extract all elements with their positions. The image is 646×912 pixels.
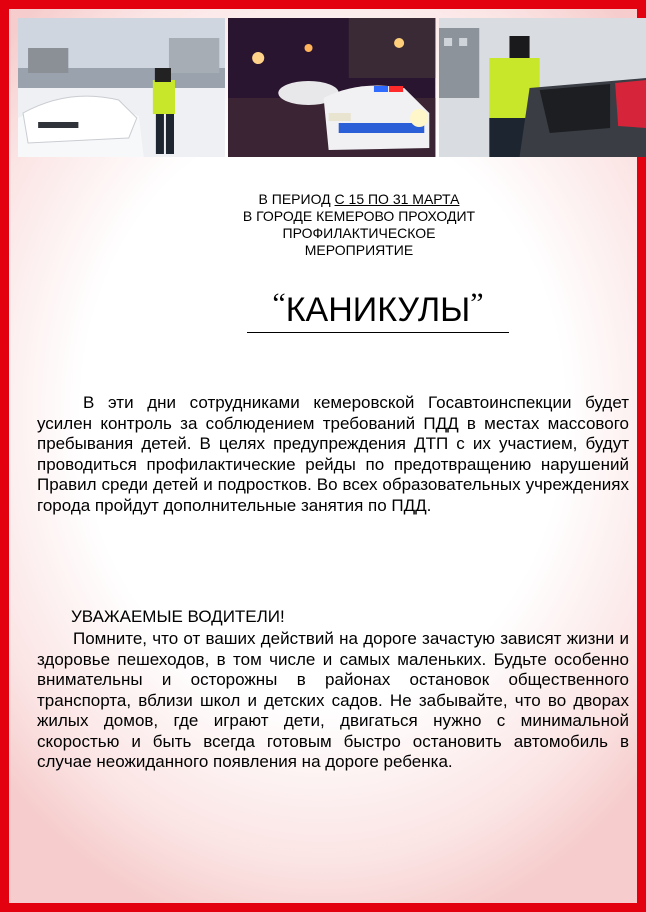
appeal-paragraph [37, 629, 629, 773]
photo-inspector-driver [439, 18, 646, 157]
info-paragraph-text: В эти дни сотрудниками кемеровской Госавтоинспекции будет усилен контроль за соблюдением требований ПДД в местах массового пребывания детей. В целях предупреждения ДТП с их участием, будут проводиться профилактические рейды по предотвращению нарушений Правил среди детей и подростков. Во всех образовательных учреждениях города пройдут дополнительные занятия по ПДД. [37, 393, 629, 515]
title-close-quote: ” [470, 287, 484, 320]
drivers-heading: УВАЖАЕМЫЕ ВОДИТЕЛИ! [71, 607, 285, 626]
period-dates: С 15 ПО 31 МАРТА [334, 191, 460, 207]
photo-inspector-snow [18, 18, 225, 157]
photo-police-car-night [228, 18, 435, 157]
info-paragraph [37, 393, 629, 516]
title-open-quote: “ [272, 287, 286, 320]
period-prefix: В ПЕРИОД [258, 191, 335, 207]
appeal-paragraph-text: Помните, что от ваших действий на дороге зачастую зависят жизни и здоровье пешеходов, в том числе и самых маленьких. Будьте особенно внимательны и осторожны в районах остановок общественного транспорта, вблизи школ и детских садов. Не забывайте, что во дворах жилых домов, где играют дети, двигаться нужно с минимальной скоростью и быть всегда готовым быстро остановить автомобиль в случае неожиданного появления на дороге ребенка. [37, 629, 629, 771]
event-header [189, 191, 529, 259]
city-line: В ГОРОДЕ КЕМЕРОВО ПРОХОДИТ [242, 208, 476, 224]
period-line [189, 191, 529, 208]
preventive-line: ПРОФИЛАКТИЧЕСКОЕ [282, 225, 436, 241]
photo-strip [18, 18, 646, 157]
title-text: КАНИКУЛЫ [285, 291, 471, 329]
event-line: МЕРОПРИЯТИЕ [304, 242, 414, 258]
event-title [247, 284, 509, 333]
